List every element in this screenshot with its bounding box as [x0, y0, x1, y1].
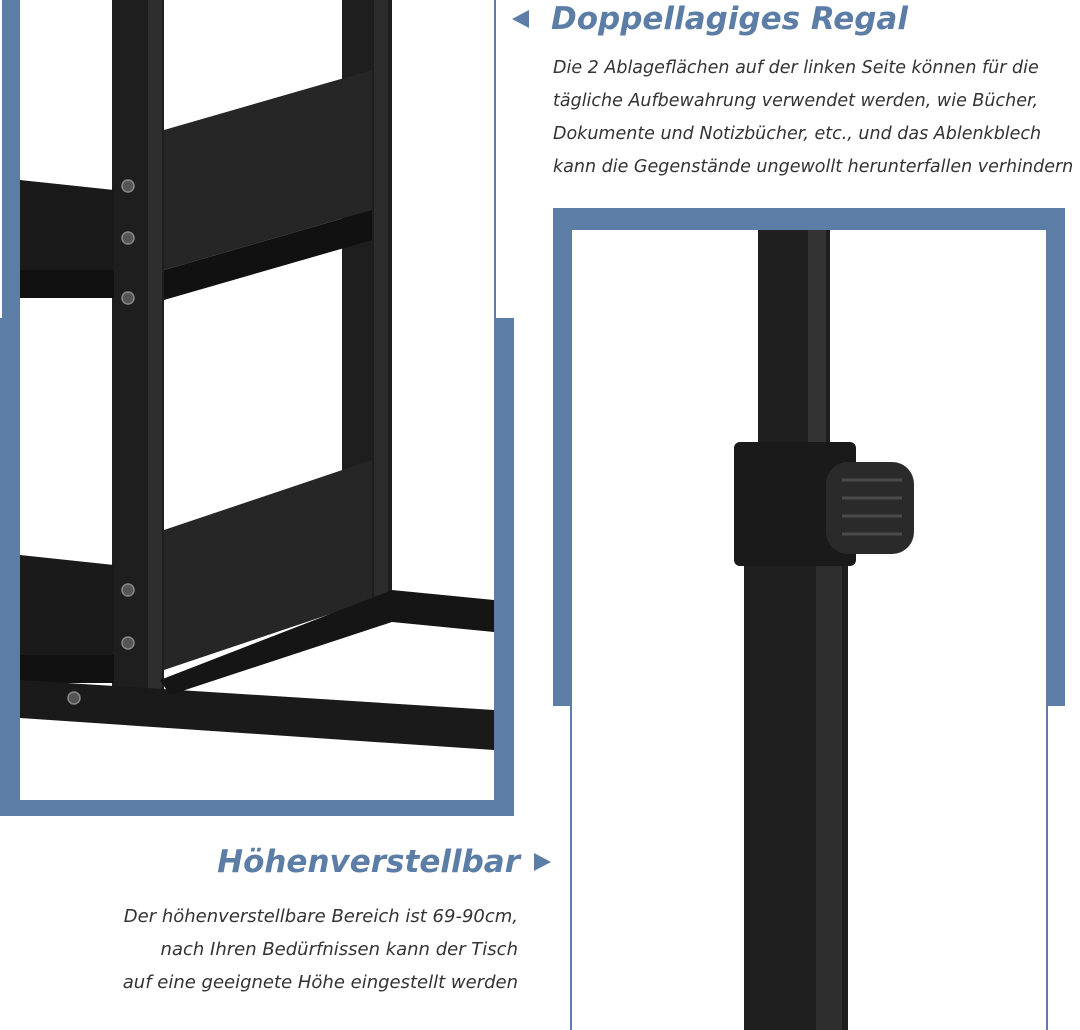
- shelf-photo: [20, 0, 494, 800]
- top-feature-title: Doppellagiges Regal: [551, 1, 908, 37]
- double-shelf-illustration: [20, 0, 494, 800]
- height-adjustable-leg-illustration: [572, 230, 1046, 1030]
- top-feature-description: [553, 52, 1080, 184]
- leg-photo: [572, 230, 1046, 1030]
- bottom-feature-title: Höhenverstellbar: [217, 844, 520, 880]
- description-line: Die 2 Ablageflächen auf der linken Seite können für die: [553, 58, 1039, 78]
- description-line: Der höhenverstellbare Bereich ist 69-90cm,: [123, 906, 518, 927]
- top-feature-heading-row: [512, 0, 908, 38]
- bottom-feature-heading-row: [210, 842, 555, 882]
- arrow-right-icon: [534, 853, 551, 871]
- description-line: tägliche Aufbewahrung verwendet werden, wie Bücher,: [553, 91, 1039, 111]
- bottom-feature-description: [20, 900, 518, 999]
- description-line: Dokumente und Notizbücher, etc., und das Ablenkblech: [553, 124, 1042, 144]
- description-line: nach Ihren Bedürfnissen kann der Tisch: [160, 939, 518, 960]
- arrow-left-icon: [512, 10, 529, 28]
- description-line: auf eine geeignete Höhe eingestellt werden: [122, 972, 518, 993]
- description-line: kann die Gegenstände ungewollt herunterfallen verhindern: [553, 157, 1074, 177]
